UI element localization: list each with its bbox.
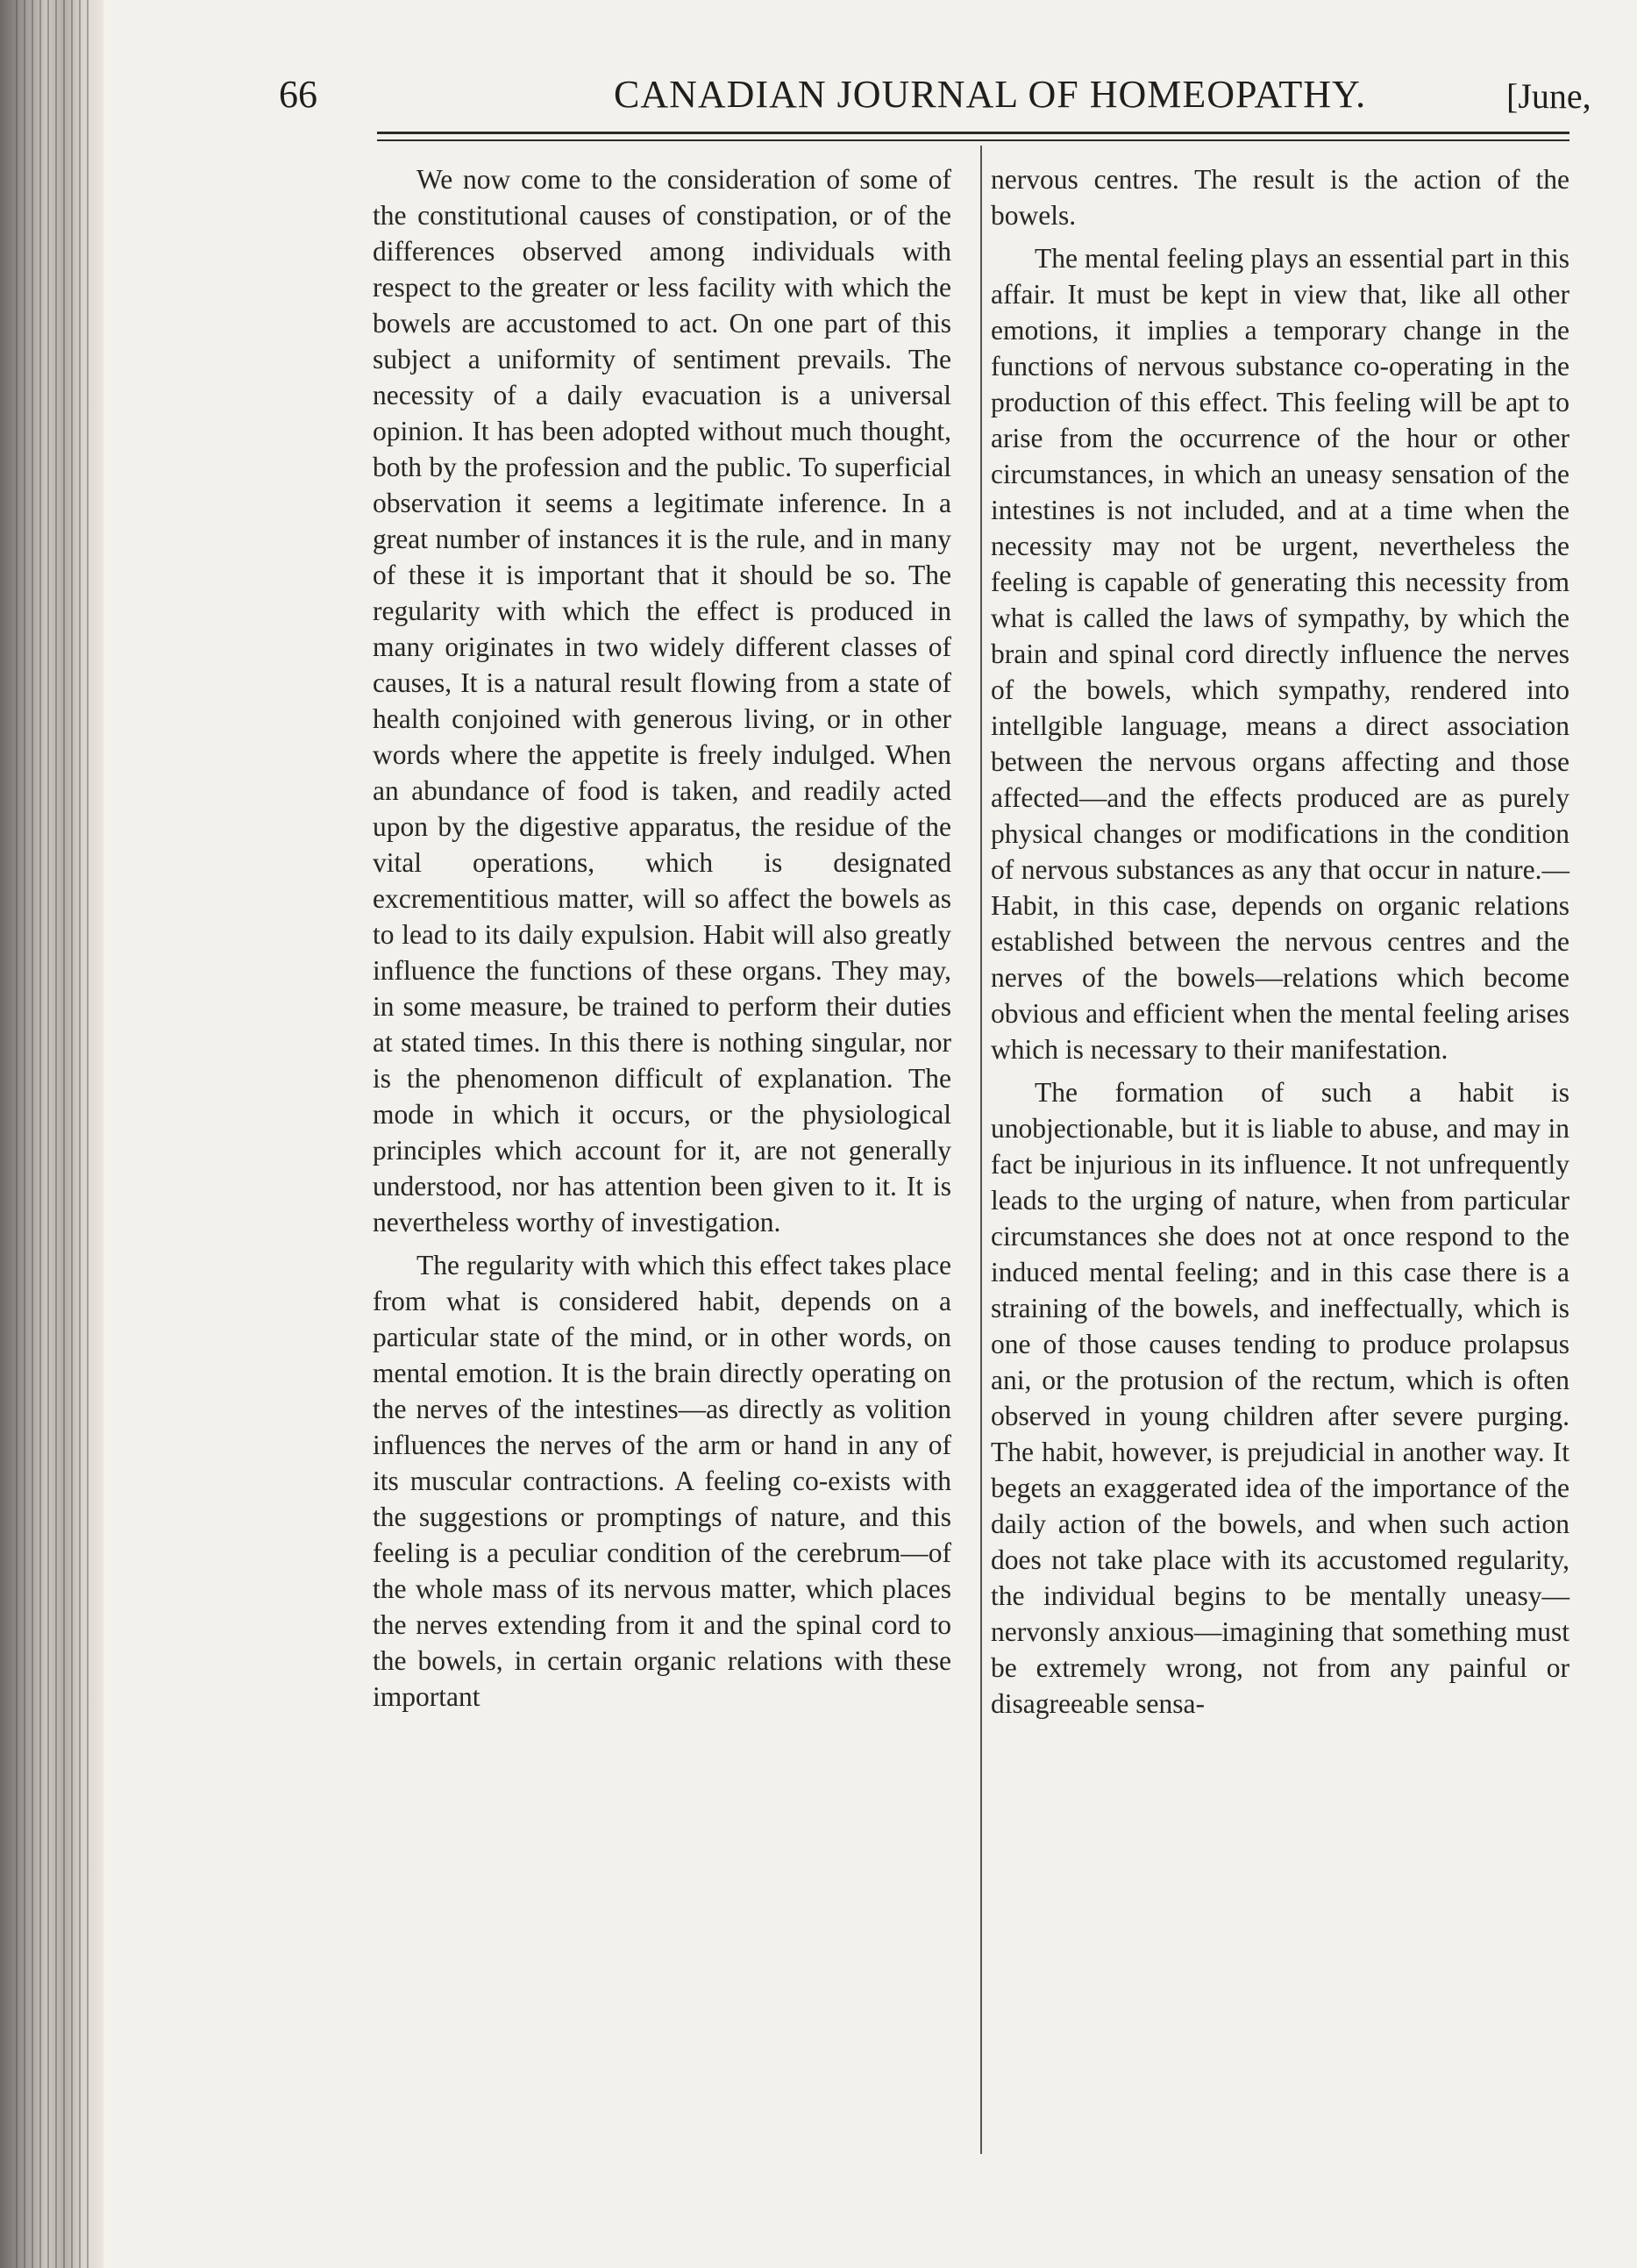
page-number: 66 [279, 73, 317, 116]
column-divider [980, 146, 982, 2154]
header-month: [June, [1506, 76, 1591, 116]
left-paragraph-1: We now come to the consideration of some of the constitutional causes of constipation, or of the differences observed among individuals with respect to the greater or less facility with which the bowels are accustomed to act. On one part of this subject a uniformity of sentiment prevails. The necessity of a daily evacuation is a universal opinion. It has been adopted without much thought, both by the profession and the public. To superficial observation it seems a legitimate inference. In a great number of instances it is the rule, and in many of these it is important that it should be so. The regularity with which the effect is produced in many originates in two widely different classes of causes, It is a natural result flowing from a state of health conjoined with generous living, or in other words where the appetite is freely indulged. When an abundance of food is taken, and readily acted upon by the digestive apparatus, the residue of the vital operations, which is designated excrementitious matter, will so affect the bowels as to lead to its daily expulsion. Habit will also greatly influence the functions of these organs. They may, in some measure, be trained to perform their duties at stated times. In this there is nothing singular, nor is the phenomenon difficult of explanation. The mode in which it occurs, or the physiological principles which account for it, are not generally understood, nor has attention been given to it. It is nevertheless worthy of investigation. [373, 164, 951, 1237]
journal-title: CANADIAN JOURNAL OF HOMEOPATHY. [614, 73, 1367, 116]
left-paragraph-2: The regularity with which this effect takes place from what is considered habit, depends on a particular state of the mind, or in other words, on mental emotion. It is the brain directly operating on the nerves of the intestines—as directly as volition influences the nerves of the arm or hand in any of its muscular contractions. A feeling co-exists with the suggestions or promptings of nature, and this feeling is a peculiar condition of the cerebrum—of the whole mass of its nervous matter, which places the nerves extending from it and the spinal cord to the bowels, in certain organic relations with these important [373, 1250, 951, 1712]
right-column [991, 161, 1569, 1722]
header-rule [377, 132, 1569, 141]
left-column [373, 161, 951, 1715]
right-paragraph-1: nervous centres. The result is the action of the bowels. [991, 164, 1569, 231]
right-paragraph-2: The mental feeling plays an essential part in this affair. It must be kept in view that, like all other emotions, it implies a temporary change in the functions of nervous substance co-operating in the production of this effect. This feeling will be apt to arise from the occurrence of the hour or other circumstances, in which an uneasy sensation of the intestines is not included, and at a time when the necessity may not be urgent, nevertheless the feeling is capable of generating this necessity from what is called the laws of sympathy, by which the brain and spinal cord directly influence the nerves of the bowels, which sympathy, rendered into intellgible language, means a direct association between the nervous organs affecting and those affected—and the effects produced are as purely physical changes or modifications in the condition of nervous substances as any that occur in nature.—Habit, in this case, depends on organic relations established between the nervous centres and the nerves of the bowels—relations which become obvious and efficient when the mental feeling arises which is necessary to their manifestation. [991, 243, 1569, 1065]
right-paragraph-3: The formation of such a habit is unobjectionable, but it is liable to abuse, and may in fact be injurious in its influence. It not unfrequently leads to the urging of nature, when from particular circumstances she does not at once respond to the induced mental feeling; and in this case there is a straining of the bowels, and ineffectually, which is one of those causes tending to produce prolapsus ani, or the protusion of the rectum, which is often observed in young children after severe purging. The habit, however, is prejudicial in another way. It begets an exaggerated idea of the importance of the daily action of the bowels, and when such action does not take place with its accustomed regularity, the individual begins to be mentally uneasy—nervonsly anxious—imagining that something must be extremely wrong, not from any painful or disagreeable sensa- [991, 1077, 1569, 1719]
page-edges [16, 0, 95, 2268]
book-gutter [0, 0, 103, 2268]
